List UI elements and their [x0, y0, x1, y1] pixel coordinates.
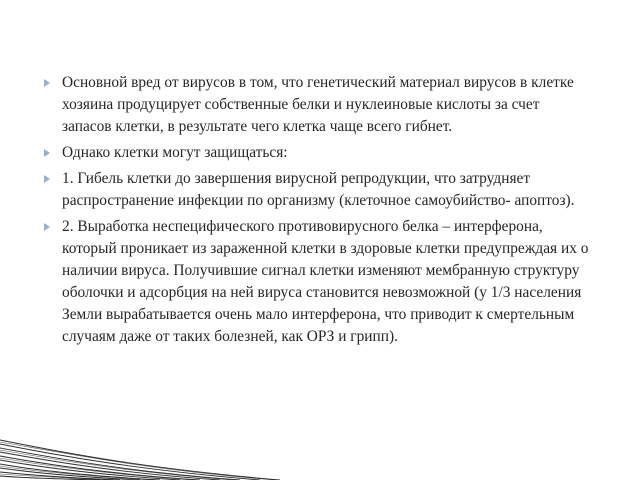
list-item: [44, 216, 589, 348]
list-item: [44, 142, 589, 164]
list-item: [44, 168, 589, 212]
list-item: [44, 72, 589, 138]
triangle-bullet-icon: [44, 149, 50, 157]
corner-decoration: [0, 390, 280, 480]
bullet-text: Однако клетки могут защищаться:: [62, 144, 288, 161]
bullet-text: 2. Выработка неспецифического противовирусного белка – интерферона, который проникает из зараженной клетки в здоровые клетки предупреждая их о наличии вируса. Получившие сигнал клетки изменяют мембранную структуру оболочки и адсорбция на ней вируса становится невозможной (у 1/3 населения Земли вырабатывается очень мало интерферона, что приводит к смертельным случаям даже от таких болезней, как ОРЗ и грипп).: [62, 218, 589, 345]
bullet-list: [44, 72, 589, 352]
triangle-bullet-icon: [44, 79, 50, 87]
bullet-text: 1. Гибель клетки до завершения вирусной репродукции, что затрудняет распространение инфекции по организму (клеточное самоубийство- апоптоз).: [62, 170, 575, 209]
triangle-bullet-icon: [44, 175, 50, 183]
bullet-text: Основной вред от вирусов в том, что генетический материал вирусов в клетке хозяина продуцирует собственные белки и нуклеиновые кислоты за счет запасов клетки, в результате чего клетка чаще всего гибнет.: [62, 74, 574, 135]
triangle-bullet-icon: [44, 223, 50, 231]
